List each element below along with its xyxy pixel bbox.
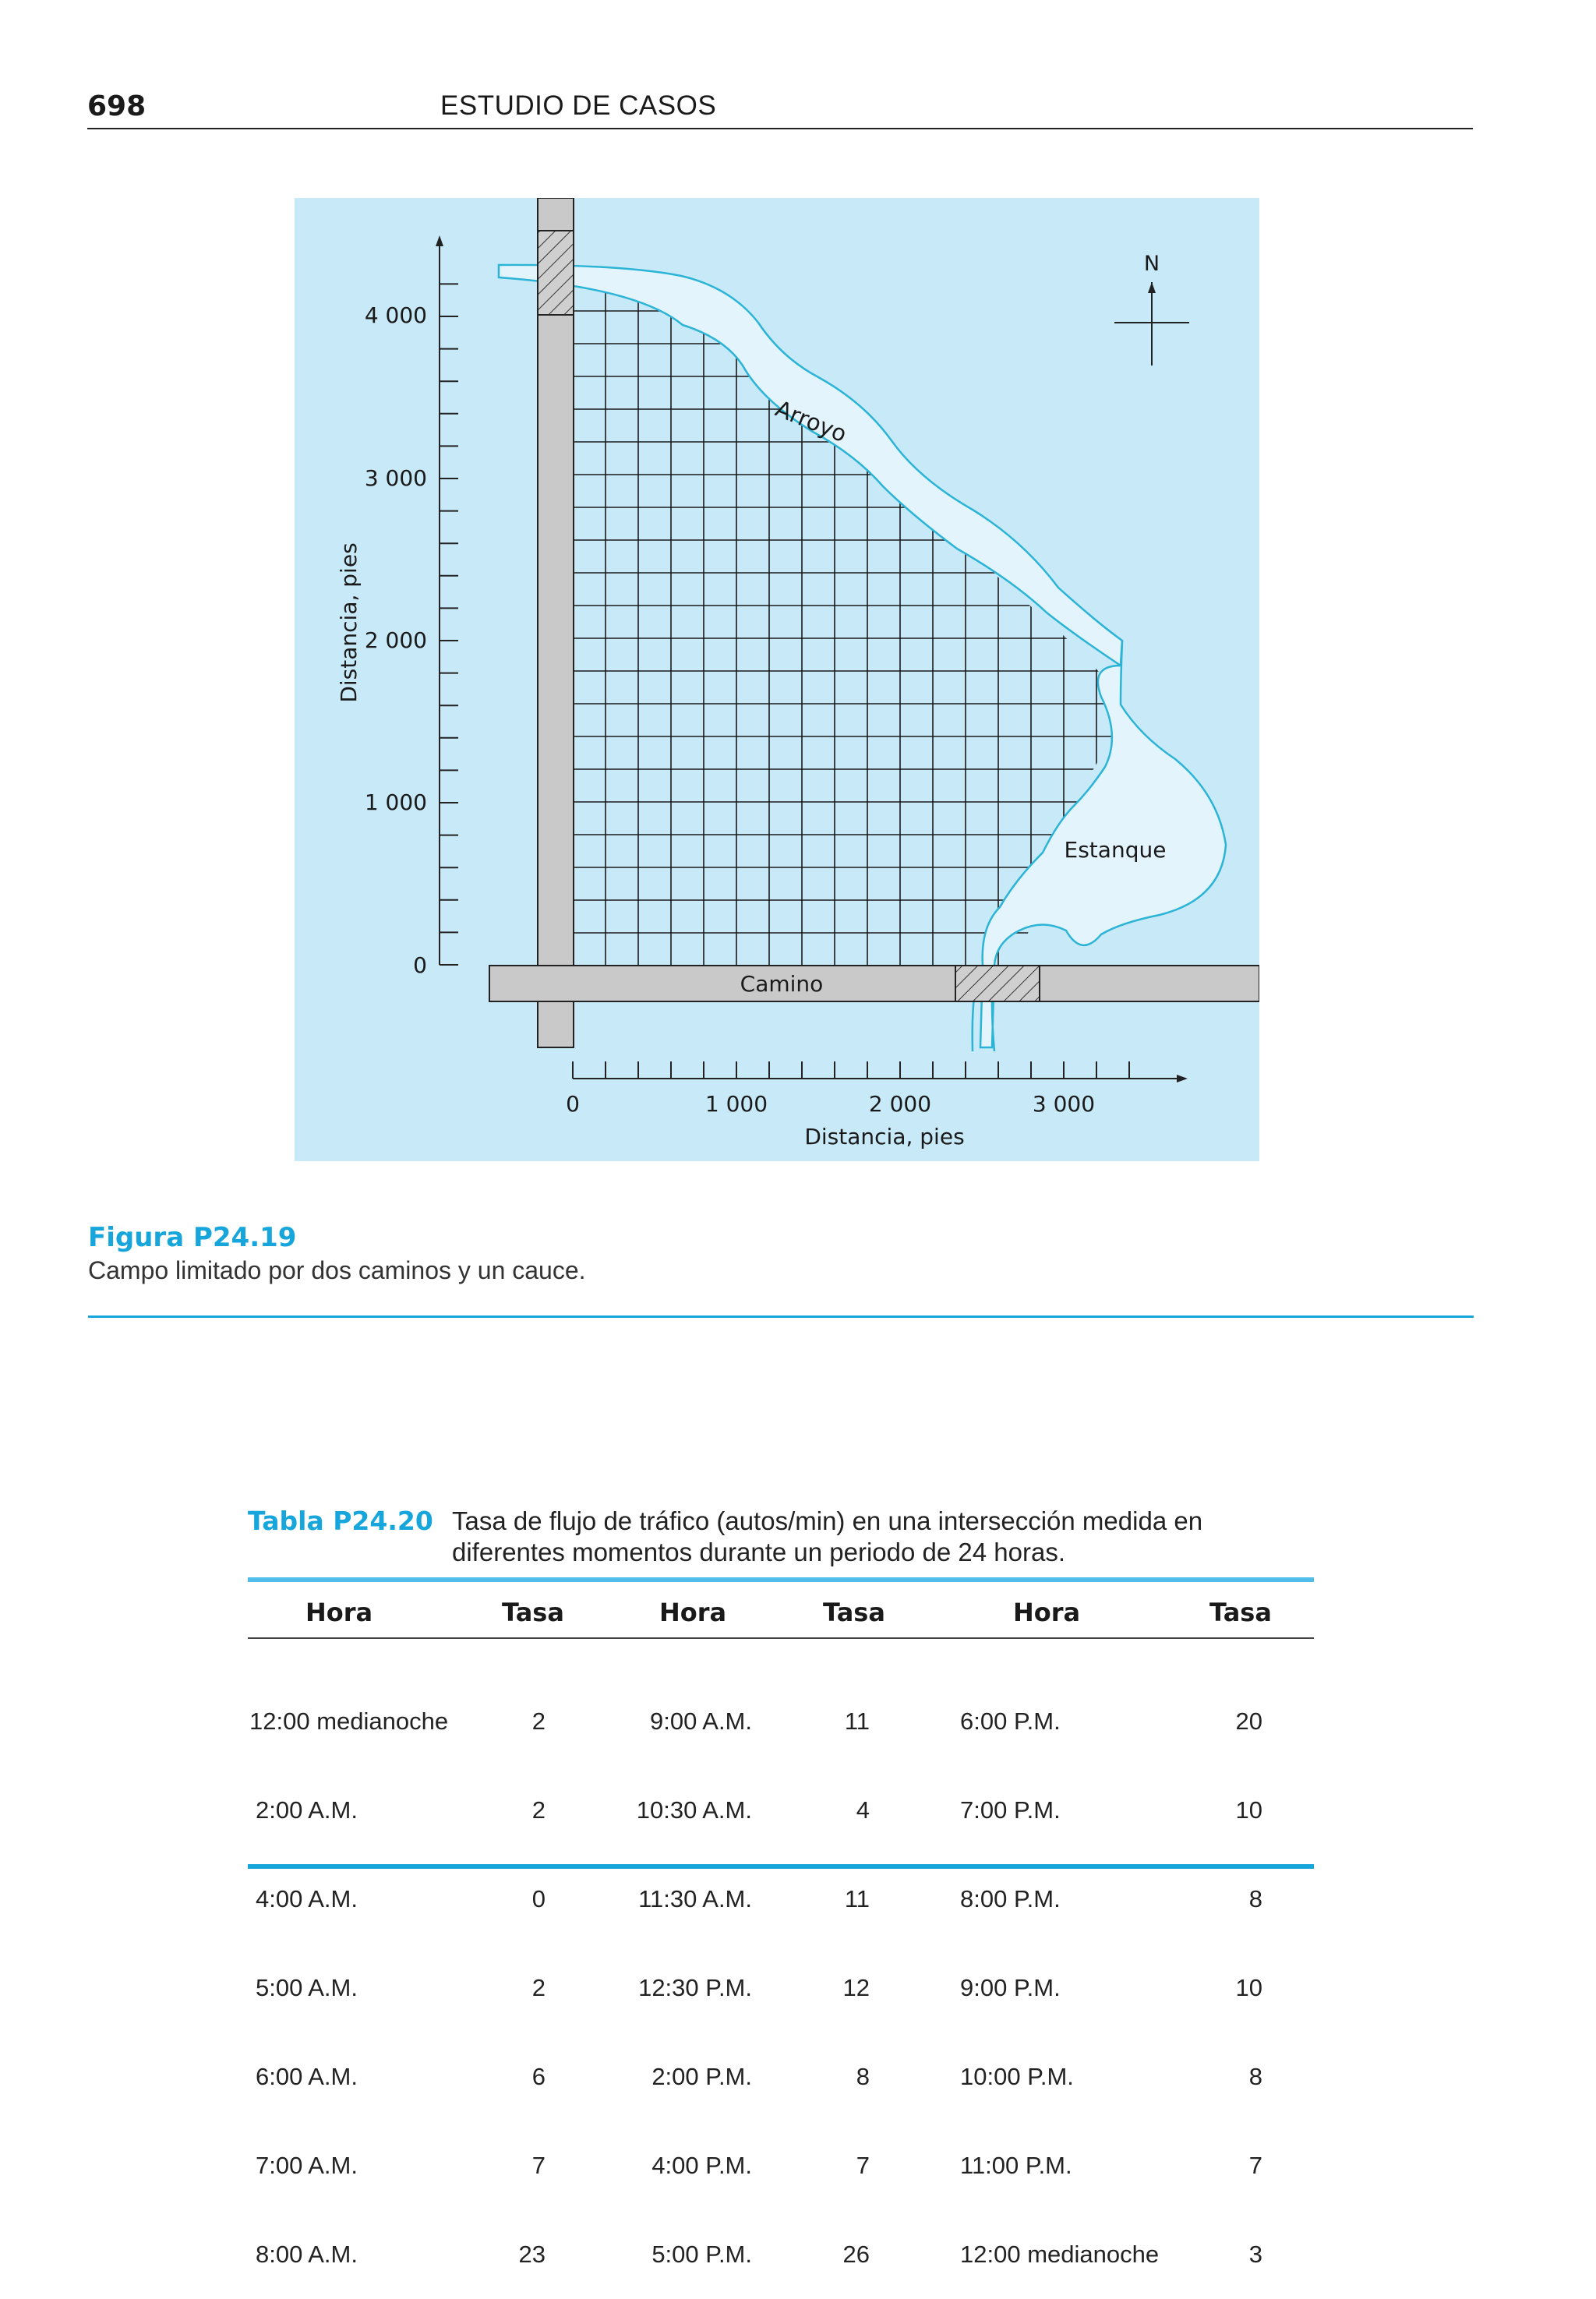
column-tasa-1 [499,1647,546,2299]
table-cell: 7 [856,2152,870,2179]
table-cell: 26 [842,2241,870,2268]
table-cell: 6 [531,2063,546,2090]
road-horizontal [489,966,1259,1001]
x-tick-1000: 1 000 [704,1091,768,1117]
table-cell: 9:00 P.M. [960,1974,1061,2001]
table-cell: 10 [1235,1796,1262,1824]
field-map-figure [295,198,1259,1161]
table-cell: 12:30 P.M. [638,1974,752,2001]
table-cell: 8:00 A.M. [256,2241,358,2268]
column-tasa-2 [818,1647,870,2299]
y-tick-3000: 3 000 [364,465,427,491]
table-cell: 10:00 P.M. [960,2063,1074,2090]
table-cell: 7 [531,2152,546,2179]
road-vertical [538,198,574,1047]
table-cell: 12:00 medianoche [249,1707,449,1735]
header-hora-1: Hora [305,1598,373,1627]
table-cell: 11 [844,1707,870,1735]
table-cell: 4:00 A.M. [256,1885,358,1912]
figure-caption: Campo limitado por dos caminos y un cauce. [88,1256,586,1284]
header-tasa-1: Tasa [502,1598,564,1627]
table-cell: 4 [856,1796,870,1824]
y-tick-0: 0 [413,952,427,978]
table-cell: 8 [1248,2063,1262,2090]
y-tick-4000: 4 000 [364,302,427,328]
table-cell: 4:00 P.M. [651,2152,752,2179]
table-cell: 9:00 A.M. [650,1707,752,1735]
column-hora-1 [249,1647,452,2299]
table-cell: 12 [842,1974,870,2001]
bridge-crossing-north [538,231,574,315]
column-tasa-3 [1216,1647,1262,2299]
stream-label: Arroyo [772,394,851,448]
x-tick-2000: 2 000 [868,1091,932,1117]
table-cell: 10:30 A.M. [636,1796,752,1824]
header-tasa-2: Tasa [823,1598,885,1627]
table-cell: 6:00 A.M. [256,2063,358,2090]
table-cell: 2 [531,1707,546,1735]
x-axis-title: Distancia, pies [804,1124,965,1150]
table-cell: 2:00 P.M. [651,2063,752,2090]
table-caption: Tasa de flujo de tráfico (autos/min) en una intersección medida en diferentes momentos durante un periodo de 24 horas. [452,1506,1203,1566]
x-tick-3000: 3 000 [1032,1091,1096,1117]
column-hora-3 [960,1647,1163,2299]
table-cell: 20 [1235,1707,1262,1735]
table-cell: 11:00 P.M. [960,2152,1072,2179]
figure-rule [88,1315,1474,1318]
table-cell: 12:00 medianoche [960,2241,1160,2268]
page-header [87,87,1473,129]
table-cell: 5:00 P.M. [651,2241,752,2268]
road-label: Camino [740,971,824,997]
table-cell: 8 [1248,1885,1262,1912]
column-hora-2 [592,1647,752,2299]
table-cell: 8 [856,2063,870,2090]
bridge-crossing-east [955,966,1040,1001]
y-tick-2000: 2 000 [364,627,427,653]
y-axis-title: Distancia, pies [336,542,362,703]
table-cell: 3 [1248,2241,1262,2268]
table-cell: 5:00 A.M. [256,1974,358,2001]
table-rule-header [248,1637,1314,1639]
header-hora-3: Hora [1013,1598,1081,1627]
table-cell: 6:00 P.M. [960,1707,1061,1735]
north-label: N [1143,252,1160,276]
table-rule-top [248,1577,1314,1582]
header-hora-2: Hora [659,1598,727,1627]
table-cell: 2 [531,1974,546,2001]
table-cell: 10 [1235,1974,1262,2001]
x-tick-0: 0 [566,1091,580,1117]
table-cell: 0 [531,1885,546,1912]
table-cell: 8:00 P.M. [960,1885,1061,1912]
table-cell: 11:30 A.M. [638,1885,752,1912]
table-cell: 2 [531,1796,546,1824]
table-label: Tabla P24.20 [248,1506,433,1536]
table-cell: 7:00 P.M. [960,1796,1061,1824]
table-rule-bottom [248,1864,1314,1869]
running-head: ESTUDIO DE CASOS [440,90,717,121]
table-cell: 2:00 A.M. [256,1796,358,1824]
page-number: 698 [87,90,147,122]
y-tick-1000: 1 000 [364,789,427,815]
pond-label: Estanque [1064,837,1167,863]
figure-label: Figura P24.19 [88,1222,297,1253]
table-cell: 7 [1248,2152,1262,2179]
header-tasa-3: Tasa [1209,1598,1272,1627]
table-cell: 11 [844,1885,870,1912]
table-cell: 23 [518,2241,546,2268]
table-cell: 7:00 A.M. [256,2152,358,2179]
